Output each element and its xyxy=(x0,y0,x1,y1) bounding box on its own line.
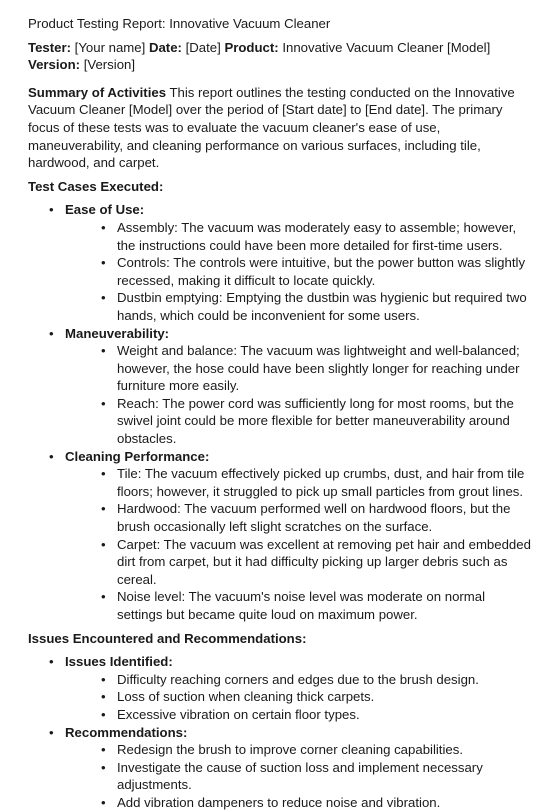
version-value: [Version] xyxy=(80,57,136,73)
tester-value: [Your name] xyxy=(71,39,149,55)
report-meta xyxy=(28,39,532,74)
category-item xyxy=(49,724,532,812)
list-item: • Redesign the brush to improve corner cleaning capabilities. xyxy=(101,741,532,759)
product-label: Product: xyxy=(224,39,279,55)
category-label: Ease of Use: xyxy=(65,202,145,218)
category-label: Maneuverability: xyxy=(65,325,170,341)
list-item: • Excessive vibration on certain floor types. xyxy=(101,706,532,724)
test-cases-list xyxy=(28,201,532,623)
list-item: • Hardwood: The vacuum performed well on hardwood floors, but the brush occasionally left slight scratches on the surface. xyxy=(101,500,532,535)
category-sublist xyxy=(65,465,532,623)
list-item: • Assembly: The vacuum was moderately easy to assemble; however, the instructions could have been more detailed for first-time users. xyxy=(101,219,532,254)
category-item xyxy=(49,325,532,448)
category-label: Cleaning Performance: xyxy=(65,448,210,464)
list-item: • Investigate the cause of suction loss and implement necessary adjustments. xyxy=(101,759,532,794)
issues-list xyxy=(28,653,532,811)
version-label: Version: xyxy=(28,57,81,73)
category-sublist xyxy=(65,342,532,448)
date-value: [Date] xyxy=(181,39,225,55)
list-item: • Noise level: The vacuum's noise level was moderate on normal settings but became quite loud on maximum power. xyxy=(101,588,532,623)
category-item xyxy=(49,448,532,624)
category-sublist xyxy=(65,219,532,325)
list-item: • Controls: The controls were intuitive, but the power button was slightly recessed, making it difficult to locate quickly. xyxy=(101,254,532,289)
list-item: • Dustbin emptying: Emptying the dustbin was hygienic but required two hands, which could be inconvenient for some users. xyxy=(101,289,532,324)
category-item xyxy=(49,201,532,324)
list-item: • Difficulty reaching corners and edges due to the brush design. xyxy=(101,671,532,689)
list-item: • Weight and balance: The vacuum was lightweight and well-balanced; however, the hose could have been slightly longer for reaching under furniture more easily. xyxy=(101,342,532,395)
date-label: Date: xyxy=(148,39,182,55)
list-item: • Carpet: The vacuum was excellent at removing pet hair and embedded dirt from carpet, but it had difficulty picking up larger debris such as cereal. xyxy=(101,536,532,589)
category-label: Recommendations: xyxy=(65,724,188,740)
issues-heading: Issues Encountered and Recommendations: xyxy=(28,630,307,646)
category-sublist xyxy=(65,741,532,811)
list-item: • Tile: The vacuum effectively picked up crumbs, dust, and hair from tile floors; however, it struggled to pick up small particles from grout lines. xyxy=(101,465,532,500)
list-item: • Reach: The power cord was sufficiently long for most rooms, but the swivel joint could be more flexible for better maneuverability around obstacles. xyxy=(101,395,532,448)
list-item: • Loss of suction when cleaning thick carpets. xyxy=(101,688,532,706)
category-sublist xyxy=(65,671,532,724)
list-item: • Add vibration dampeners to reduce noise and vibration. xyxy=(101,794,532,812)
product-value: Innovative Vacuum Cleaner [Model] xyxy=(278,39,491,55)
report-title: Product Testing Report: Innovative Vacuum Cleaner xyxy=(28,16,331,31)
summary-paragraph xyxy=(28,84,532,172)
summary-text: This report outlines the testing conducted on the Innovative Vacuum Cleaner [Model] over the period of [Start date] to [End date]. The primary focus of these tests was to evaluate the vacuum cleaner's ease of use, maneuverability, and cleaning performance on various surfaces, including tile, hardwood, and carpet. xyxy=(28,84,515,171)
test-cases-heading: Test Cases Executed: xyxy=(28,178,164,194)
category-item xyxy=(49,653,532,723)
summary-heading: Summary of Activities xyxy=(28,84,167,100)
category-label: Issues Identified: xyxy=(65,654,173,670)
tester-label: Tester: xyxy=(28,39,71,55)
